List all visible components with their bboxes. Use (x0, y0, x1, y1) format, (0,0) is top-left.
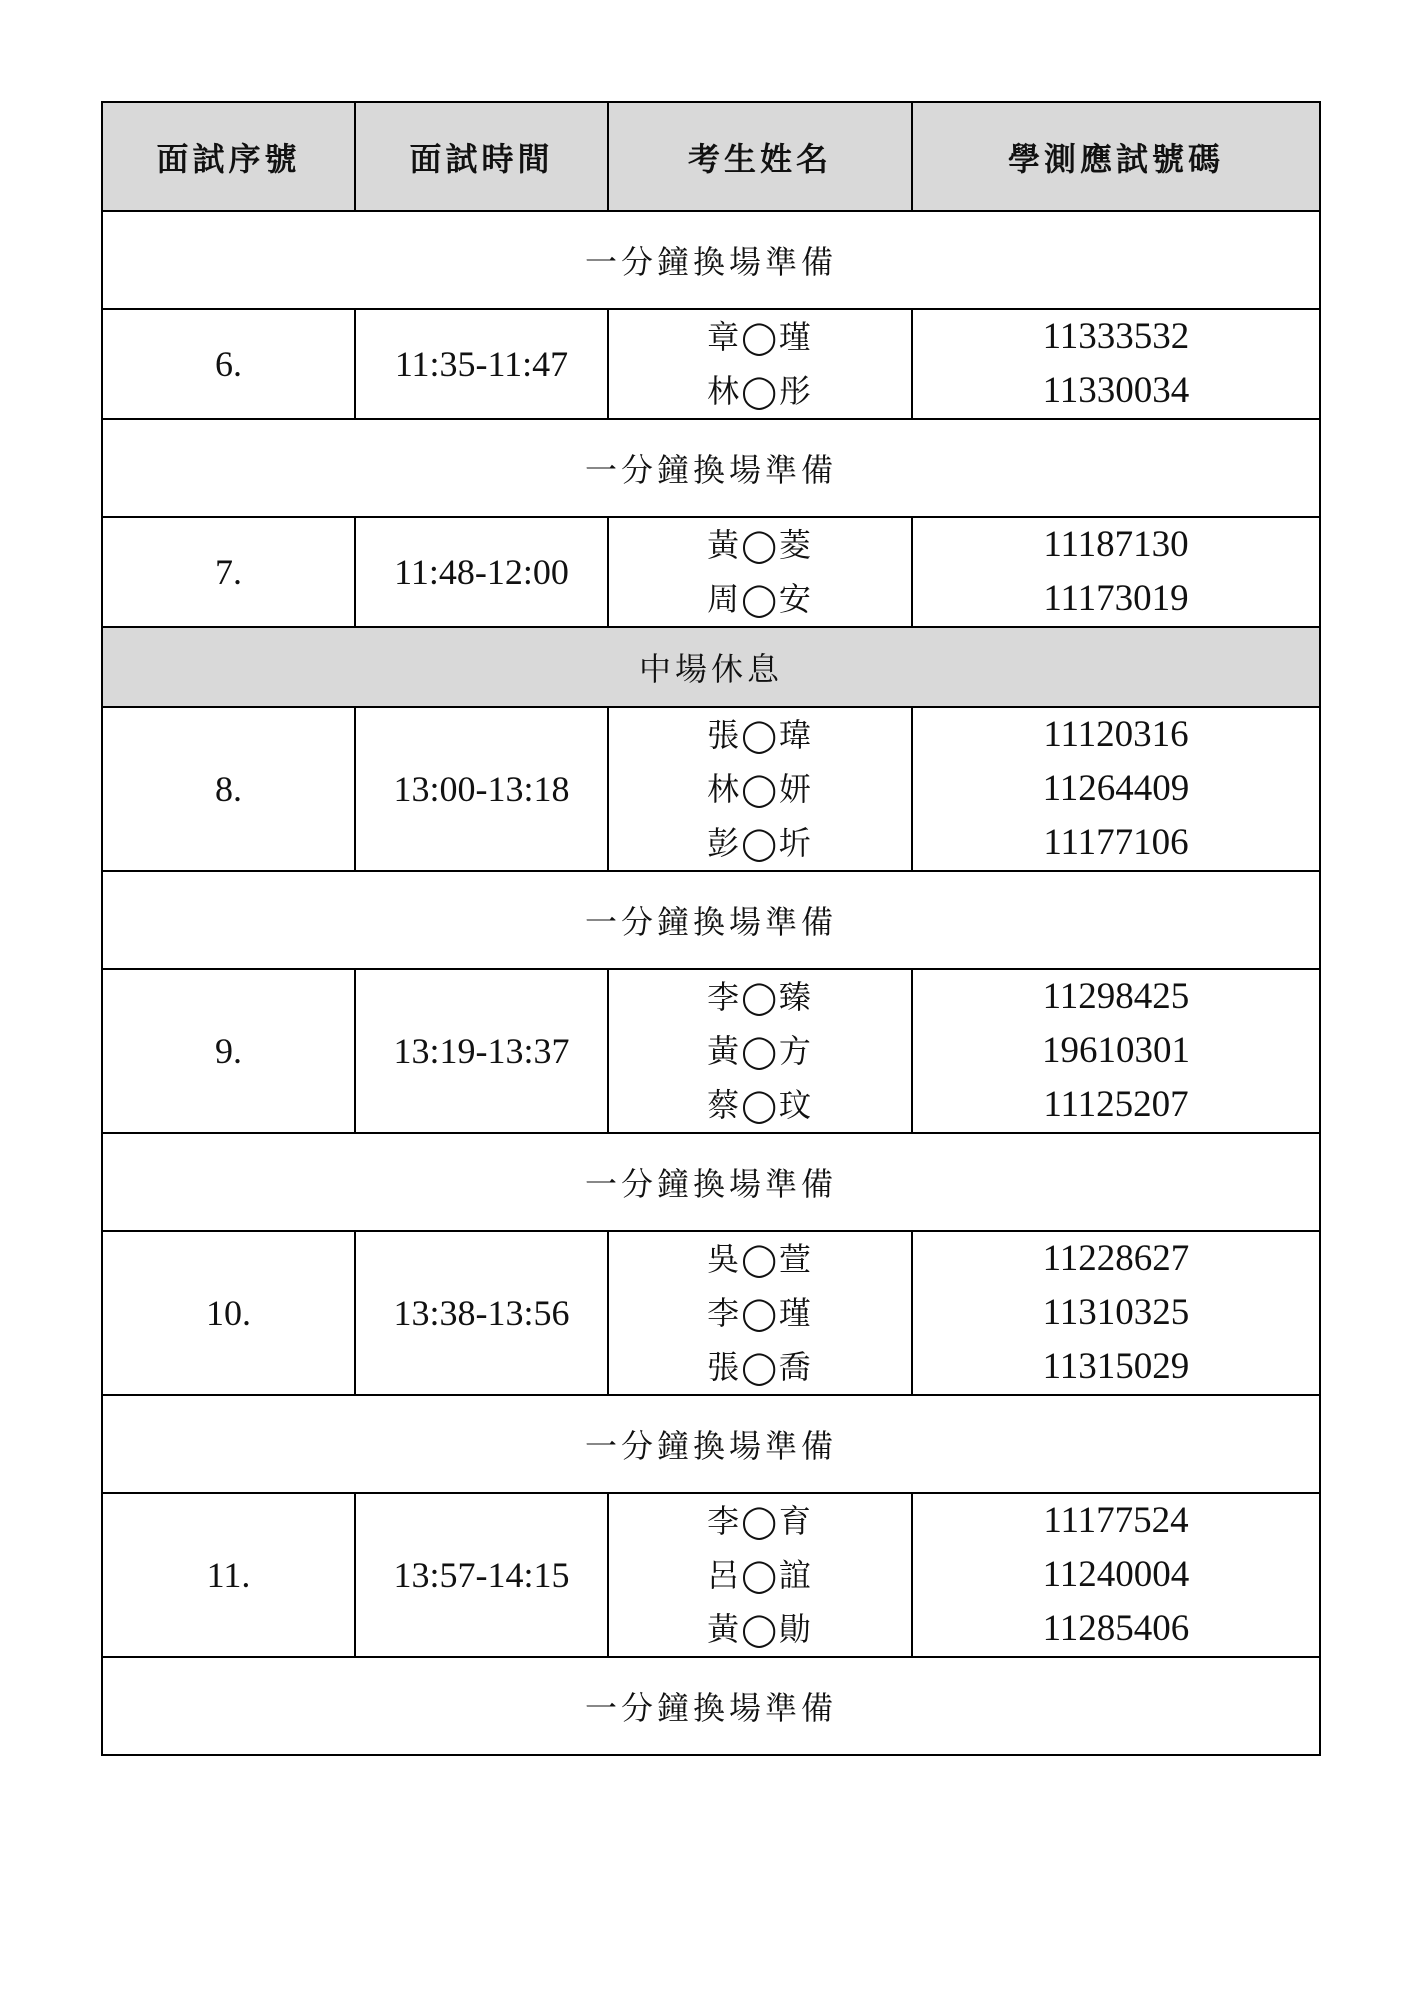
slot-names (608, 707, 912, 871)
slot-time: 13:19-13:37 (355, 969, 608, 1133)
table-row (102, 969, 1320, 1133)
slot-time: 13:38-13:56 (355, 1231, 608, 1395)
transition-row (102, 1133, 1320, 1231)
transition-note: 一分鐘換場準備 (102, 1133, 1320, 1231)
slot-ids (912, 309, 1320, 419)
candidate-name: 李◯臻 (707, 978, 813, 1016)
header-exam-id: 學測應試號碼 (912, 102, 1320, 211)
slot-time: 13:57-14:15 (355, 1493, 608, 1657)
exam-id: 11264409 (1042, 768, 1190, 809)
slot-ids (912, 1493, 1320, 1657)
transition-row (102, 419, 1320, 517)
header-seq: 面試序號 (102, 102, 355, 211)
table-row (102, 707, 1320, 871)
slot-seq: 10. (102, 1231, 355, 1395)
candidate-name: 張◯瑋 (707, 716, 813, 754)
candidate-name: 林◯妍 (707, 770, 813, 808)
transition-note: 一分鐘換場準備 (102, 1657, 1320, 1755)
exam-id: 11285406 (1042, 1608, 1190, 1649)
exam-id: 11333532 (1042, 316, 1190, 357)
transition-row (102, 1395, 1320, 1493)
slot-ids (912, 969, 1320, 1133)
exam-id: 19610301 (1042, 1030, 1190, 1071)
slot-time: 11:48-12:00 (355, 517, 608, 627)
transition-row (102, 871, 1320, 969)
candidate-name: 周◯安 (707, 580, 813, 618)
candidate-name: 李◯育 (707, 1502, 813, 1540)
slot-seq: 6. (102, 309, 355, 419)
candidate-name: 黃◯菱 (707, 526, 813, 564)
candidate-name: 呂◯誼 (707, 1556, 813, 1594)
break-row (102, 627, 1320, 707)
slot-seq: 8. (102, 707, 355, 871)
table-row (102, 309, 1320, 419)
slot-names (608, 969, 912, 1133)
exam-id: 11310325 (1042, 1292, 1190, 1333)
transition-note: 一分鐘換場準備 (102, 1395, 1320, 1493)
exam-id: 11240004 (1042, 1554, 1190, 1595)
table-row (102, 1493, 1320, 1657)
exam-id: 11177106 (1043, 822, 1189, 863)
slot-time: 11:35-11:47 (355, 309, 608, 419)
slot-time: 13:00-13:18 (355, 707, 608, 871)
slot-names (608, 309, 912, 419)
exam-id: 11125207 (1043, 1084, 1189, 1125)
transition-row (102, 1657, 1320, 1755)
slot-ids (912, 1231, 1320, 1395)
candidate-name: 黃◯方 (707, 1032, 813, 1070)
candidate-name: 彭◯圻 (707, 824, 813, 862)
exam-id: 11177524 (1043, 1500, 1189, 1541)
transition-note: 一分鐘換場準備 (102, 211, 1320, 309)
candidate-name: 蔡◯玟 (707, 1086, 813, 1124)
exam-id: 11120316 (1043, 714, 1189, 755)
slot-ids (912, 517, 1320, 627)
table-row (102, 1231, 1320, 1395)
slot-ids (912, 707, 1320, 871)
transition-note: 一分鐘換場準備 (102, 871, 1320, 969)
header-time: 面試時間 (355, 102, 608, 211)
table-row (102, 517, 1320, 627)
candidate-name: 章◯瑾 (707, 318, 813, 356)
exam-id: 11315029 (1042, 1346, 1190, 1387)
exam-id: 11228627 (1042, 1238, 1190, 1279)
exam-id: 11173019 (1043, 578, 1189, 619)
exam-id: 11298425 (1042, 976, 1190, 1017)
slot-seq: 7. (102, 517, 355, 627)
transition-note: 一分鐘換場準備 (102, 419, 1320, 517)
candidate-name: 吳◯萱 (707, 1240, 813, 1278)
candidate-name: 林◯彤 (707, 372, 813, 410)
exam-id: 11330034 (1042, 370, 1190, 411)
slot-names (608, 517, 912, 627)
candidate-name: 李◯瑾 (707, 1294, 813, 1332)
interview-schedule-table (101, 101, 1321, 1756)
candidate-name: 黃◯勛 (707, 1610, 813, 1648)
slot-names (608, 1231, 912, 1395)
candidate-name: 張◯喬 (707, 1348, 813, 1386)
header-name: 考生姓名 (608, 102, 912, 211)
slot-names (608, 1493, 912, 1657)
exam-id: 11187130 (1043, 524, 1189, 565)
slot-seq: 9. (102, 969, 355, 1133)
transition-row (102, 211, 1320, 309)
table-header-row (102, 102, 1320, 211)
break-note: 中場休息 (102, 627, 1320, 707)
slot-seq: 11. (102, 1493, 355, 1657)
